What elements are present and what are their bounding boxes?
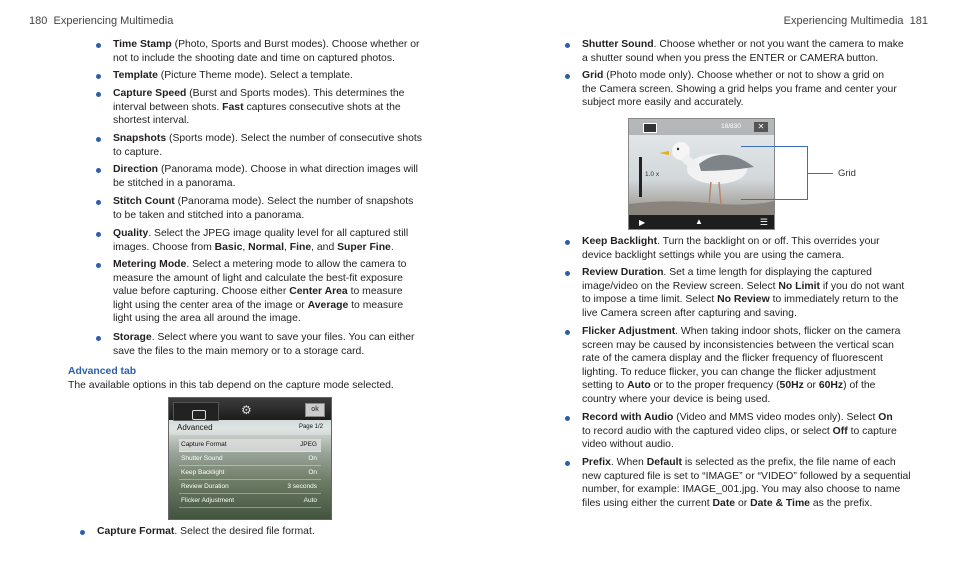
list-item xyxy=(565,325,925,407)
item-text: or xyxy=(737,497,751,509)
settings-row xyxy=(179,453,321,466)
settings-page: Page 1/2 xyxy=(298,424,323,430)
list-item xyxy=(96,331,436,358)
item-text: ) of the xyxy=(843,380,876,392)
seagull-image xyxy=(629,119,774,229)
item-option: Center Area xyxy=(289,286,348,298)
bullet-icon xyxy=(96,232,101,237)
item-text: (Panorama mode). Select the number of snapshots xyxy=(177,196,414,207)
list-item xyxy=(96,69,436,83)
item-term: Stitch Count xyxy=(113,196,175,207)
bullet-icon xyxy=(565,416,570,421)
item-text: not to include the shooting date and time on captured photos. xyxy=(113,52,395,64)
settings-row-label: Shutter Sound xyxy=(181,455,223,462)
item-text: save the files to the main memory or to a storage card. xyxy=(113,345,365,357)
item-option: Auto xyxy=(627,380,651,392)
section-heading: Advanced tab xyxy=(68,366,137,377)
list-item xyxy=(565,456,925,510)
settings-row-label: Review Duration xyxy=(181,483,229,490)
item-option: Default xyxy=(646,457,682,468)
item-text: the Camera screen. Showing a grid helps you frame and center your xyxy=(582,83,897,95)
up-arrow-icon: ▲ xyxy=(695,217,703,226)
list-item xyxy=(96,258,436,326)
item-term: Prefix xyxy=(582,457,611,468)
camera-grid-screenshot xyxy=(628,118,775,230)
bullet-icon xyxy=(96,200,101,205)
item-option: Date & Time xyxy=(750,497,810,509)
list-item xyxy=(565,38,925,65)
item-text: (Video and MMS video modes only). Select xyxy=(676,412,879,423)
item-text: captures consecutive shots at the xyxy=(246,101,401,113)
item-text: (Burst and Sports modes). This determines the xyxy=(189,88,405,99)
tab-camera xyxy=(173,402,219,421)
bullet-icon xyxy=(565,461,570,466)
item-option: Normal xyxy=(248,241,284,253)
bullet-icon xyxy=(565,330,570,335)
grid-callout-line xyxy=(807,173,833,174)
right-page-number: 181 xyxy=(909,15,928,27)
ok-button: ok xyxy=(305,403,325,417)
item-text: . Select the desired file format. xyxy=(174,526,315,537)
item-option: Basic xyxy=(214,241,243,253)
item-term: Storage xyxy=(113,332,152,343)
item-text: setting to xyxy=(582,380,628,392)
item-term: Metering Mode xyxy=(113,259,187,270)
item-text: to immediately return to the xyxy=(772,294,899,306)
right-page-header xyxy=(784,15,928,27)
bullet-icon xyxy=(96,43,101,48)
settings-row-value: 3 seconds xyxy=(287,483,317,490)
settings-row-label: Keep Backlight xyxy=(181,469,225,476)
item-text: . Choose whether or not you want the camera to make xyxy=(653,39,904,50)
bullet-icon xyxy=(565,74,570,79)
bullet-icon xyxy=(96,336,101,341)
bullet-icon xyxy=(96,168,101,173)
advanced-settings-screenshot xyxy=(168,397,332,520)
item-text: to capture xyxy=(850,425,897,437)
settings-row xyxy=(179,467,321,480)
item-text: shortest interval. xyxy=(113,115,190,127)
bullet-icon xyxy=(565,240,570,245)
item-text: . Set a time length for displaying the captured xyxy=(663,267,872,278)
item-text: or to the proper frequency ( xyxy=(653,380,780,392)
item-text: video without audio. xyxy=(582,439,674,451)
settings-row-value: On xyxy=(308,455,317,462)
item-text: a shutter sound when you press the ENTER or CAMERA button. xyxy=(582,52,879,64)
item-option: Average xyxy=(307,299,349,311)
left-page-header xyxy=(29,15,173,27)
item-text: images. Choose from xyxy=(113,241,215,253)
item-text: (Panorama mode). Choose in what direction images will xyxy=(160,164,418,175)
item-text: to measure xyxy=(350,286,403,298)
item-text: files using either the current xyxy=(582,497,713,509)
item-text: rate of the camera display and the flicker frequency of fluorescent xyxy=(582,353,883,365)
item-text: . Select a metering mode to allow the camera to xyxy=(186,259,407,270)
item-text: subject more easily and accurately. xyxy=(582,97,744,109)
item-option: No Review xyxy=(717,294,770,306)
bullet-icon xyxy=(96,74,101,79)
item-text: value before capturing. Choose either xyxy=(113,286,290,298)
grid-callout-line xyxy=(741,199,807,200)
item-term: Time Stamp xyxy=(113,39,172,50)
item-term: Grid xyxy=(582,70,604,81)
section-intro: The available options in this tab depend on the capture mode selected. xyxy=(68,380,394,391)
settings-title-bar xyxy=(169,420,331,435)
bullet-icon xyxy=(96,137,101,142)
capture-format-item xyxy=(80,525,440,539)
item-term: Record with Audio xyxy=(582,412,674,423)
item-option: Fine xyxy=(289,241,312,253)
item-term: Shutter Sound xyxy=(582,39,654,50)
list-item xyxy=(96,163,436,190)
bullet-icon xyxy=(80,530,85,535)
item-term: Review Duration xyxy=(582,267,664,278)
item-text: measure the amount of light and calculate the best-fit exposure xyxy=(113,272,403,284)
item-text: image/video on the Review screen. Select xyxy=(582,280,779,292)
item-text: . Select where you want to save your files. You can either xyxy=(151,332,415,343)
zoom-level: 1.0 x xyxy=(645,171,660,178)
item-text: is selected as the prefix, the file name of each xyxy=(684,457,896,468)
list-item: Quality. Select the JPEG image quality level for all captured still images. Choose from Basic, Normal, Fine, and Super Fine. xyxy=(96,227,436,254)
gear-icon: ⚙ xyxy=(241,403,252,417)
item-text: country where your device is being used. xyxy=(582,393,771,405)
item-text: light using the center area of the image or xyxy=(113,299,308,311)
list-item xyxy=(565,266,925,320)
item-text: . Select the JPEG image quality level for all captured still xyxy=(148,228,409,239)
item-text: live Camera screen after capturing and saving. xyxy=(582,307,797,319)
item-option: Fast xyxy=(222,101,244,113)
item-text: (Sports mode). Select the number of consecutive shots xyxy=(169,133,422,144)
item-text: be stitched in a panorama. xyxy=(113,177,236,189)
settings-title: Advanced xyxy=(177,423,213,432)
item-text: or xyxy=(806,380,819,392)
item-text: if you do not want xyxy=(822,280,905,292)
item-option: Date xyxy=(712,497,736,509)
item-option: 60Hz xyxy=(818,380,844,392)
play-icon: ▶ xyxy=(639,218,646,227)
item-text: to impose a time limit. Select xyxy=(582,294,718,306)
item-option: 50Hz xyxy=(779,380,804,392)
grid-callout-line xyxy=(741,146,807,147)
item-text: light using the area all around the image. xyxy=(113,313,301,325)
item-text: to capture. xyxy=(113,146,163,158)
bullet-icon xyxy=(565,271,570,276)
close-icon: ✕ xyxy=(754,122,768,132)
item-text: (Photo mode only). Choose whether or not to show a grid on xyxy=(606,70,885,81)
item-text: screen may be caused by inconsistencies between the vertical scan xyxy=(582,339,894,351)
list-item xyxy=(96,195,436,222)
item-text: device backlight settings while you are using the camera. xyxy=(582,249,845,261)
settings-row xyxy=(179,495,321,508)
item-option: No Limit xyxy=(778,280,820,292)
left-page-title: Experiencing Multimedia xyxy=(53,15,174,27)
menu-icon: ☰ xyxy=(759,217,768,227)
item-term: Capture Speed xyxy=(113,88,187,99)
item-text: interval between shots. xyxy=(113,101,223,113)
item-term: Quality xyxy=(113,228,149,239)
item-term: Keep Backlight xyxy=(582,236,658,247)
item-text: . When xyxy=(610,457,647,468)
item-term: Direction xyxy=(113,164,159,175)
shot-counter: 18/830 xyxy=(721,123,741,130)
camera-bottom-bar xyxy=(629,215,774,229)
settings-row-label: Capture Format xyxy=(181,441,227,448)
list-item xyxy=(565,69,925,110)
list-item xyxy=(96,132,436,159)
item-text: to record audio with the captured video clips, or select xyxy=(582,425,833,437)
bullet-icon xyxy=(565,43,570,48)
settings-row-label: Flicker Adjustment xyxy=(181,497,235,504)
list-item xyxy=(96,87,436,128)
item-option: Off xyxy=(832,425,848,437)
item-option: On xyxy=(878,412,893,423)
item-text: as the prefix. xyxy=(812,497,873,509)
item-term: Flicker Adjustment xyxy=(582,326,676,337)
camera-icon xyxy=(192,410,206,420)
item-term: Snapshots xyxy=(113,133,167,144)
item-text: . Turn the backlight on or off. This overrides your xyxy=(657,236,880,247)
list-item xyxy=(565,235,925,262)
settings-row-value: Auto xyxy=(303,497,317,504)
bullet-icon xyxy=(96,263,101,268)
item-text: number, for example: IMAGE_001.jpg. You may also choose to name xyxy=(582,484,901,496)
item-term: Capture Format xyxy=(97,526,175,537)
list-item xyxy=(565,411,925,452)
item-text: . When taking indoor shots, flicker on the camera xyxy=(675,326,901,337)
list-item xyxy=(96,38,436,65)
item-text: (Photo, Sports and Burst modes). Choose whether or xyxy=(174,39,420,50)
item-text: (Picture Theme mode). Select a template. xyxy=(160,70,353,81)
settings-row-value: JPEG xyxy=(300,441,317,448)
left-page-number: 180 xyxy=(29,15,48,27)
settings-row xyxy=(179,481,321,494)
item-text: to be taken and stitched into a panorama. xyxy=(113,209,305,221)
item-text: lighting. To reduce flicker, you can change the flicker adjustment xyxy=(582,366,876,378)
bullet-icon xyxy=(96,92,101,97)
settings-row-value: On xyxy=(308,469,317,476)
item-text: new captured file is set to “IMAGE” or “VIDEO” followed by a sequential xyxy=(582,470,911,482)
item-option: Super Fine xyxy=(337,241,391,253)
grid-callout-label: Grid xyxy=(838,168,856,179)
item-text: to measure xyxy=(351,299,404,311)
item-term: Template xyxy=(113,70,158,81)
settings-row xyxy=(179,439,321,452)
right-page-title: Experiencing Multimedia xyxy=(783,15,904,27)
tab-bar xyxy=(169,398,331,420)
